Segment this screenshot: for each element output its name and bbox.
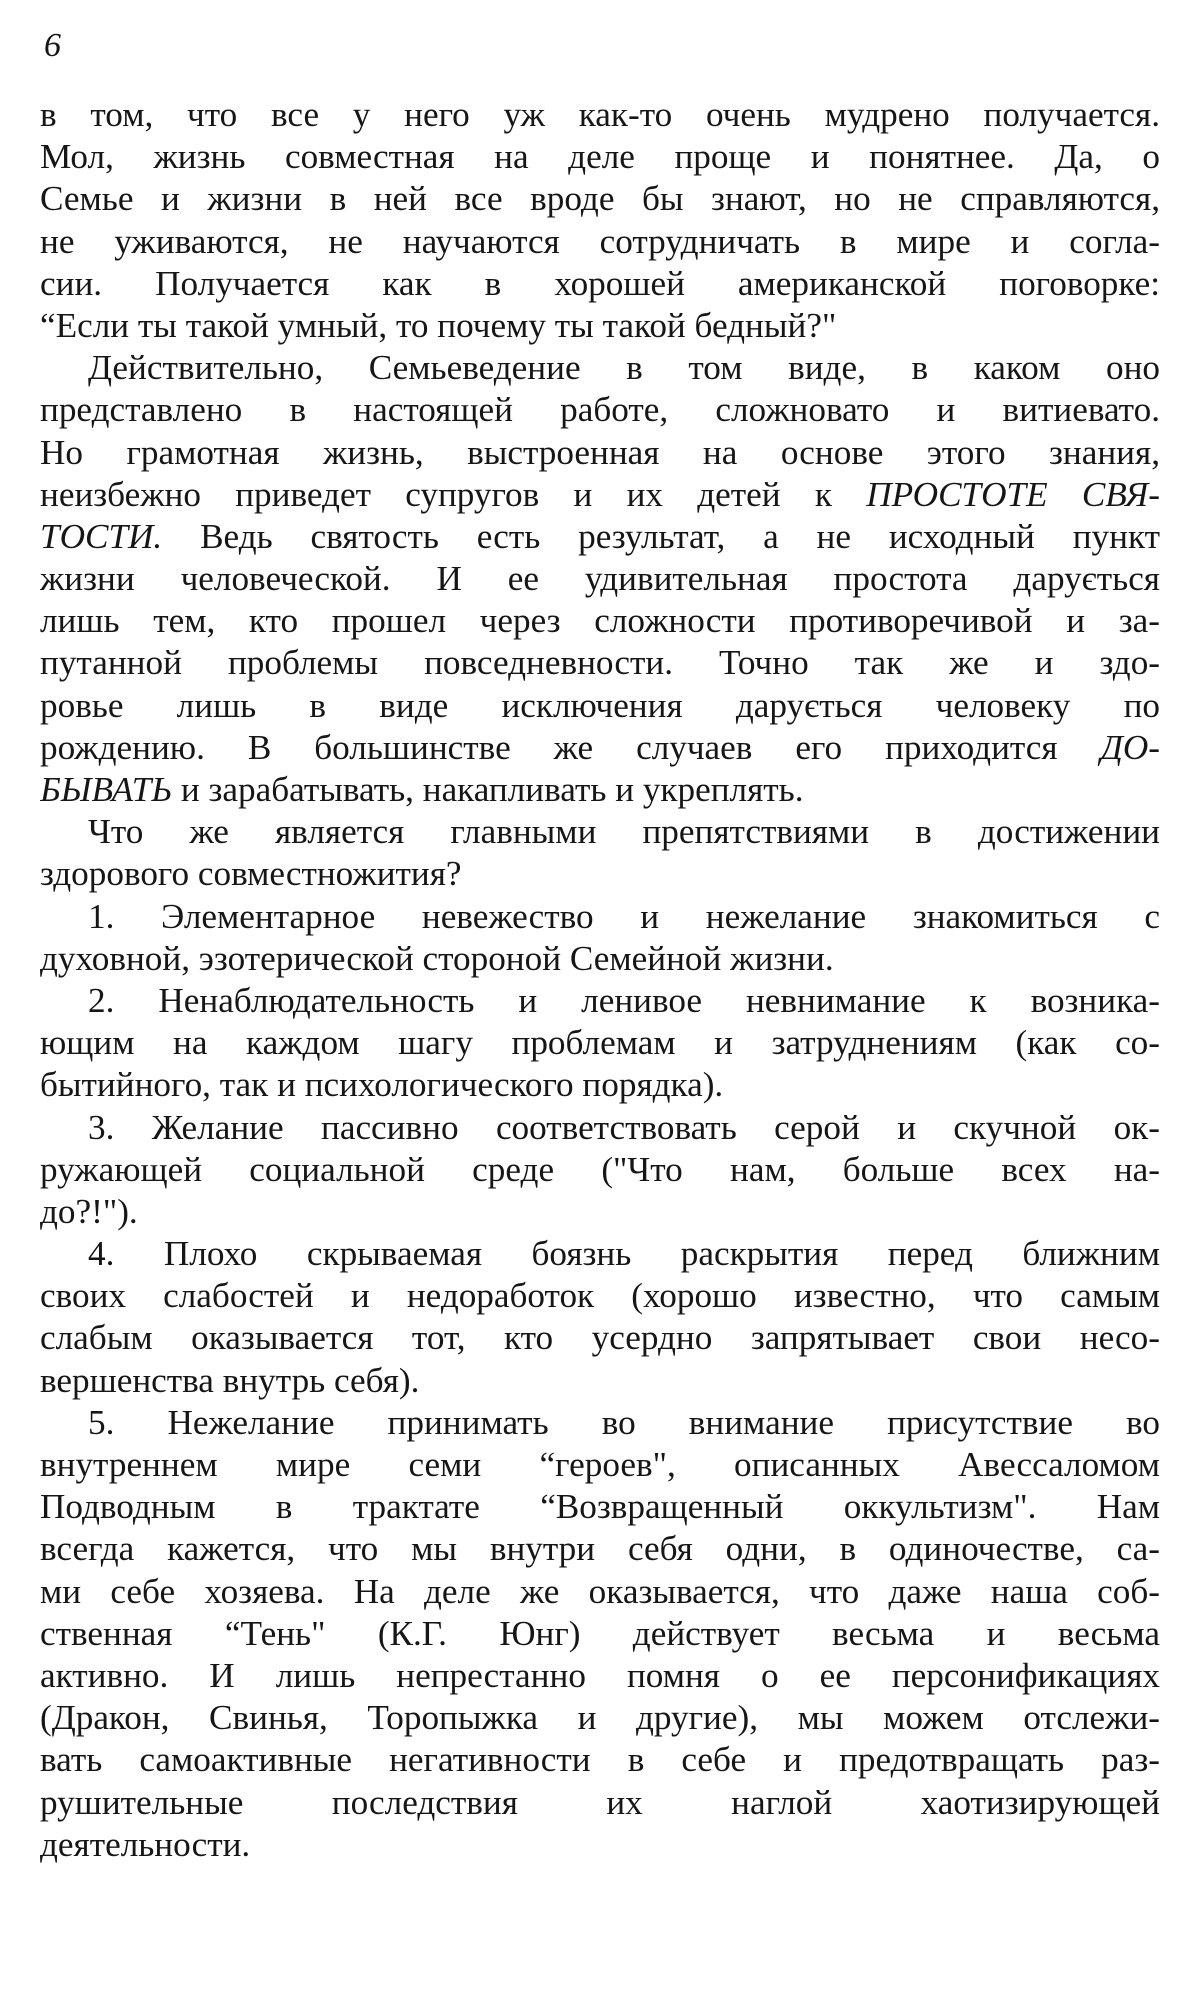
list-item-4 (40, 1233, 1160, 1402)
text-line: духовной, эзотерической стороной Семейной жизни. (40, 938, 834, 978)
text-line: ми себе хозяева. На деле же оказывается, что даже наша соб- (40, 1571, 1160, 1611)
emphasis-text: ПРОСТОТЕ СВЯ- (866, 474, 1160, 514)
text-line: Мол, жизнь совместная на деле проще и понятнее. Да, о (40, 137, 1160, 177)
text-line: 1. Элементарное невежество и нежелание знакомиться с (88, 896, 1160, 936)
text-line: вершенства внутрь себя). (40, 1360, 420, 1400)
text-line: 2. Ненаблюдательность и ленивое невнимание к возника- (88, 980, 1160, 1020)
text-line: 5. Нежелание принимать во внимание присутствие во (88, 1402, 1160, 1442)
text-line: слабым оказывается тот, кто усердно запрятывает свои несо- (40, 1318, 1160, 1358)
text-line: своих слабостей и недоработок (хорошо известно, что самым (40, 1276, 1160, 1316)
text-line: в том, что все у него уж как-то очень мудрено получается. (40, 95, 1160, 134)
text-line (40, 769, 1160, 811)
text-line: лишь тем, кто прошел через сложности противоречивой и за- (40, 601, 1160, 641)
text-line: ровье лишь в виде исключения дарується человеку по (40, 685, 1160, 725)
text-line: представлено в настоящей работе, сложновато и витиевато. (40, 390, 1160, 430)
list-item-5 (40, 1402, 1160, 1866)
text-line: рушительные последствия их наглой хаотизирующей (40, 1782, 1160, 1822)
text-line: Действительно, Семьеведение в том виде, в каком оно (88, 348, 1160, 388)
text-line: до?!"). (40, 1191, 138, 1231)
text-line: Но грамотная жизнь, выстроенная на основе этого знания, (40, 432, 1160, 472)
text-line: 4. Плохо скрываемая боязнь раскрытия перед ближним (88, 1234, 1160, 1274)
text-line: бытийного, так и психологического порядка). (40, 1065, 724, 1105)
text-line (40, 727, 1160, 769)
text-run: рождению. В большинстве же случаев его приходится (40, 727, 1101, 767)
text-line (40, 474, 1160, 516)
text-line: жизни человеческой. И ее удивительная простота дарується (40, 559, 1160, 599)
paragraph-intro (40, 94, 1160, 347)
list-item-3 (40, 1107, 1160, 1234)
text-line: 3. Желание пассивно соответствовать серой и скучной ок- (88, 1107, 1160, 1147)
text-line: внутреннем мире семи “героев", описанных Авессаломом (40, 1445, 1160, 1484)
text-line: Семье и жизни в ней все вроде бы знают, но не справляются, (40, 179, 1160, 219)
text-run: неизбежно приведет супругов и их детей к (40, 474, 867, 514)
text-line: сии. Получается как в хорошей американской поговорке: (40, 263, 1160, 303)
text-line: (Дракон, Свинья, Торопыжка и другие), мы можем отслежи- (40, 1698, 1160, 1738)
text-line: ственная “Тень" (К.Г. Юнг) действует весьма и весьма (40, 1613, 1160, 1653)
text-line: Что же является главными препятствиями в достижении (88, 812, 1160, 852)
text-line: ружающей социальной среде ("Что нам, больше всех на- (40, 1149, 1160, 1189)
emphasis-text: ДО- (1100, 727, 1160, 767)
text-line: здорового совместножития? (40, 854, 462, 894)
text-line (40, 516, 1160, 558)
text-line: всегда кажется, что мы внутри себя одни, в одиночестве, са- (40, 1529, 1160, 1569)
paragraph-simplicity (40, 347, 1160, 811)
book-page (40, 26, 1160, 1926)
text-line: деятельности. (40, 1824, 251, 1864)
text-line: вать самоактивные негативности в себе и предотвращать раз- (40, 1740, 1160, 1780)
text-line: Подводным в трактате “Возвращенный оккультизм". Нам (40, 1487, 1160, 1527)
text-line: “Если ты такой умный, то почему ты такой бедный?" (40, 305, 837, 345)
text-line: не уживаются, не научаются сотрудничать в мире и согла- (40, 221, 1160, 261)
text-column (40, 94, 1160, 1866)
list-item-1 (40, 896, 1160, 980)
text-line: ющим на каждом шагу проблемам и затруднениям (как со- (40, 1023, 1160, 1063)
text-line: путанной проблемы повседневности. Точно так же и здо- (40, 643, 1160, 683)
emphasis-text: ТОСТИ. (40, 516, 163, 556)
paragraph-obstacles-question (40, 811, 1160, 895)
list-item-2 (40, 980, 1160, 1107)
text-line: активно. И лишь непрестанно помня о ее персонификациях (40, 1655, 1160, 1695)
text-run: и зарабатывать, накапливать и укреплять. (172, 770, 804, 809)
text-run: Ведь святость есть результат, а не исходный пункт (162, 516, 1160, 556)
page-number: 6 (44, 27, 61, 64)
emphasis-text: БЫВАТЬ (40, 770, 173, 809)
